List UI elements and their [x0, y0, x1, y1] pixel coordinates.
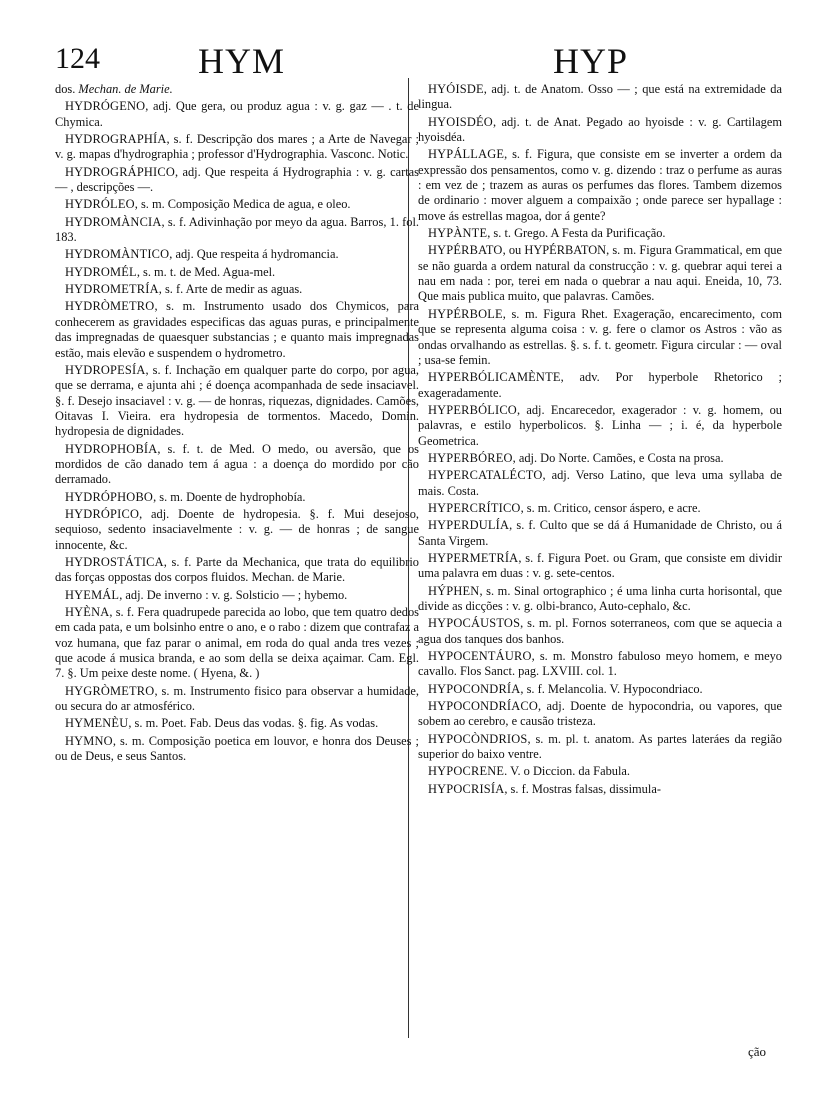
headword: HYPERCRÍTICO	[428, 500, 521, 515]
dictionary-entry: HYDROGRAPHÍA, s. f. Descripção dos mares ; a Arte de Navegar ; v. g. mapas d'hydrographia ; professor d'Hydrographia. Vasconc. Notic.	[55, 132, 419, 162]
headword: HYPÀNTE	[428, 226, 488, 241]
right-column	[418, 82, 782, 799]
dictionary-entry: HYPERDULÍA, s. f. Culto que se dá á Humanidade de Christo, ou á Santa Virgem.	[418, 518, 782, 548]
dictionary-entry: HYPÉRBATO, ou HYPÉRBATON, s. m. Figura Grammatical, em que se não guarda a ordem natural da construcção : v. g. quebrar aqui terei a nau em nada : por, terei em nada o quebrar a nau aqui. Eneida, 10, 73. Que mais publica muito, que palavras. Camões.	[418, 243, 782, 304]
dictionary-entry: HYPOCONDRÍACO, adj. Doente de hypocondria, ou vapores, que sobem ao cerebro, e causão tristeza.	[418, 699, 782, 729]
headword: HYPERBÓLICO	[428, 402, 517, 417]
headword: HYPOCRISÍA	[428, 781, 505, 796]
headword: HYDROPHOBÍA	[65, 441, 158, 456]
headword: HYPERBÓREO	[428, 450, 513, 465]
headword: HYDRÓGENO	[65, 99, 146, 114]
dictionary-entry: HYOISDÉO, adj. t. de Anat. Pegado ao hyoisde : v. g. Cartilagem hyoisdéa.	[418, 114, 782, 145]
page-number: 124	[55, 42, 100, 75]
headword: HYOISDÉO	[428, 114, 493, 129]
dictionary-entry: HYÓISDE, adj. t. de Anatom. Osso — ; que está na extremidade da lingua.	[418, 82, 782, 112]
dictionary-entry: HYPOCÁUSTOS, s. m. pl. Fornos soterraneos, com que se aquecia a agua dos tanques dos banhos.	[418, 616, 782, 646]
headword: HYÈNA	[65, 605, 110, 619]
headword: HYPOCRENE	[428, 764, 505, 779]
headword: HYMNO	[65, 733, 113, 748]
dictionary-entry: HYDROPESÍA, s. f. Inchação em qualquer parte do corpo, por agua, que se derrama, e ajunta ahi ; é doença acompanhada de sede insaciavel. §. f. Desejo insaciavel : v. g. — de honras, riquezas, dignidades. Camões, Oitavas I. Vieira. era hydropesia de tormentos. Macedo, Domin. hydropesia de dignidades.	[55, 362, 419, 439]
headword: HYPÉRBATO	[428, 243, 503, 258]
headword: HYPERMETRÍA	[428, 550, 519, 565]
dictionary-entry: HYÈNA, s. f. Fera quadrupede parecida ao lobo, que tem quatro dedos em cada pata, e um bolsinho entre o ano, e o rabo : dizem que contrafaz a voz humana, que faz parar o animal, em roda do qual anda tres vezes ; que acode á musica branda, e ao som della se deixa açaimar. Cam. Egl. 7. §. Um peixe deste nome. ( Hyena, &. )	[55, 605, 419, 681]
dictionary-entry: HYPERBÓREO, adj. Do Norte. Camões, e Costa na prosa.	[428, 450, 724, 465]
headword: HYDROPESÍA	[65, 362, 146, 377]
dictionary-entry: HYDRÓPICO, adj. Doente de hydropesia. §. f. Mui desejoso, sequioso, sedento insaciavelmente : v. g. — de honras ; de sangue innocente, &c.	[55, 506, 419, 552]
dictionary-entry: HYDRÒMETRO, s. m. Instrumento usado dos Chymicos, para conhecerem as gravidades especificas das aguas puras, e principalmente das impregnadas de quaesquer substancias ; e quanto mais impregnadas estão, mais elevão e suspendem o hydrometro.	[55, 299, 419, 360]
dictionary-entry: HYDRÓLEO, s. m. Composição Medica de agua, e oleo.	[65, 197, 351, 212]
headword: HYDROMETRÍA	[65, 282, 159, 297]
dictionary-entry: HYPOCRISÍA, s. f. Mostras falsas, dissimula-	[428, 781, 661, 796]
dictionary-entry: HYDRÓGENO, adj. Que gera, ou produz agua : v. g. gaz — . t. de Chymica.	[55, 99, 419, 129]
dictionary-entry: HYPÀNTE, s. t. Grego. A Festa da Purificação.	[428, 226, 666, 241]
right-running-headword: HYP	[553, 41, 629, 81]
left-column	[55, 82, 419, 766]
headword: HYEMÁL	[65, 587, 120, 602]
headword: HYPERCATALÉCTO	[428, 468, 543, 483]
dictionary-entry: HYMENÈU, s. m. Poet. Fab. Deus das vodas. §. fig. As vodas.	[65, 716, 379, 731]
headword: HYPOCONDRÍACO	[428, 699, 538, 714]
left-running-headword: HYM	[198, 41, 286, 81]
headword: HYDRÓPHOBO	[65, 489, 154, 504]
headword: HYDROSTÁTICA	[65, 554, 164, 569]
dictionary-entry: HYPERBÓLICO, adj. Encarecedor, exagerador : v. g. homem, ou palavras, e estilo hyperbolicos. §. Linha — ; i. é, da hyperbole Geometrica.	[418, 402, 782, 448]
headword: HYPOCÁUSTOS	[428, 616, 521, 631]
headword: HYDRÓPICO	[65, 506, 140, 521]
dictionary-entry: HYMNO, s. m. Composição poetica em louvor, e honra dos Deuses ; ou de Deus, e seus Santos.	[55, 733, 419, 764]
dictionary-entry: HYDRÓPHOBO, s. m. Doente de hydrophobía.	[65, 489, 306, 504]
dictionary-entry: HYPERCATALÉCTO, adj. Verso Latino, que leva uma syllaba de mais. Costa.	[418, 468, 782, 498]
headword: HYDRÓLEO	[65, 197, 135, 212]
headword: HYÓISDE	[428, 82, 484, 96]
headword: HYPERDULÍA	[428, 518, 510, 533]
dictionary-entry: HYPÉRBOLE, s. m. Figura Rhet. Exageração, encarecimento, com que se representa alguma coisa : v. g. fere o clamor os Astros : vão as ondas orvalhando as estrellas. §. s. f. t. geometr. Figura circular : — oval ; usa-se femin.	[418, 306, 782, 367]
dictionary-entry: HYDROMÉL, s. m. t. de Med. Agua-mel.	[65, 264, 276, 279]
headword: HYPOCONDRÍA	[428, 681, 521, 696]
dictionary-entry: HYDROMÀNCIA, s. f. Adivinhação por meyo da agua. Barros, 1. fol. 183.	[55, 214, 419, 245]
dictionary-entry: HYDROMETRÍA, s. f. Arte de medir as aguas.	[65, 282, 303, 297]
dictionary-entry: HYPERMETRÍA, s. f. Figura Poet. ou Gram, que consiste em dividir uma palavra em duas : v. g. sete-centos.	[418, 550, 782, 581]
headword: HYPÁLLAGE	[428, 147, 505, 162]
dictionary-entry: HYDROPHOBÍA, s. f. t. de Med. O medo, ou aversão, que os mordidos de cão danado tem á agua : a doença do mordido por cão derramado.	[55, 441, 419, 487]
dictionary-entry: HYDROSTÁTICA, s. f. Parte da Mechanica, que trata do equilibrio das forças oppostas dos corpos fluidos. Mechan. de Marie.	[55, 554, 419, 585]
headword: HYPOCÒNDRIOS	[428, 731, 528, 746]
dictionary-entry: HYPOCÒNDRIOS, s. m. pl. t. anatom. As partes lateráes da região superior do baixo ventre.	[418, 731, 782, 762]
dictionary-entry: HYEMÁL, adj. De inverno : v. g. Solsticio — ; hybemo.	[65, 587, 348, 602]
dictionary-entry: HYPOCONDRÍA, s. f. Melancolia. V. Hypocondriaco.	[428, 681, 703, 696]
dictionary-entry: HYPÁLLAGE, s. f. Figura, que consiste em se inverter a ordem da expressão dos pensamentos, como v. g. dizendo : traz o perfume as auras : em vez de ; trazem as auras os perfumes das flores. Tambem dizemos de ordinario : mover alguem a compaixão ; onde parece ser hypallage : move ás estrellas magoa, dor á gente?	[418, 147, 782, 223]
dictionary-entry: HYDROMÀNTICO, adj. Que respeita á hydromancia.	[65, 247, 339, 262]
headword: HYDROMÀNCIA	[65, 214, 162, 229]
headword: HYDROGRÁPHICO	[65, 164, 175, 179]
dictionary-entry: HYPERBÓLICAMÈNTE, adv. Por hyperbole Rhetorico ; exageradamente.	[418, 370, 782, 400]
headword: HYPERBÓLICAMÈNTE	[428, 370, 561, 385]
headword: HYMENÈU	[65, 716, 129, 731]
dictionary-entry: HÝPHEN, s. m. Sinal ortographico ; é uma linha curta horisontal, que divide as dicções : v. g. olbi-branco, Auto-cephalo, &c.	[418, 583, 782, 613]
dictionary-entry: HYDROGRÁPHICO, adj. Que respeita á Hydrographia : v. g. cartas — , descripções —.	[55, 164, 419, 195]
headword: HYDROMÀNTICO	[65, 247, 170, 262]
dictionary-entry: HYGRÒMETRO, s. m. Instrumento fisico para observar a humidade, ou secura do ar atmosférico.	[55, 683, 419, 714]
headword: HYDROGRAPHÍA	[65, 132, 167, 147]
catchword: ção	[748, 1044, 767, 1059]
headword: HYPOCENTÁURO	[428, 649, 532, 664]
headword: HYDROMÉL	[65, 264, 137, 279]
dictionary-entry: HYPERCRÍTICO, s. m. Critico, censor áspero, e acre.	[428, 500, 701, 515]
headword: HYDRÒMETRO	[65, 299, 155, 314]
headword: HYPÉRBOLE	[428, 306, 503, 321]
dictionary-entry: HYPOCENTÁURO, s. m. Monstro fabuloso meyo homem, e meyo cavallo. Flos Sanct. pag. LXVIII. col. 1.	[418, 649, 782, 679]
headword: HYGRÒMETRO	[65, 683, 155, 698]
headword: HÝPHEN	[428, 583, 480, 598]
dictionary-entry: HYPOCRENE. V. o Diccion. da Fabula.	[428, 764, 630, 779]
page-header	[0, 0, 815, 80]
dictionary-entry: dos. Mechan. de Marie.	[55, 82, 173, 96]
